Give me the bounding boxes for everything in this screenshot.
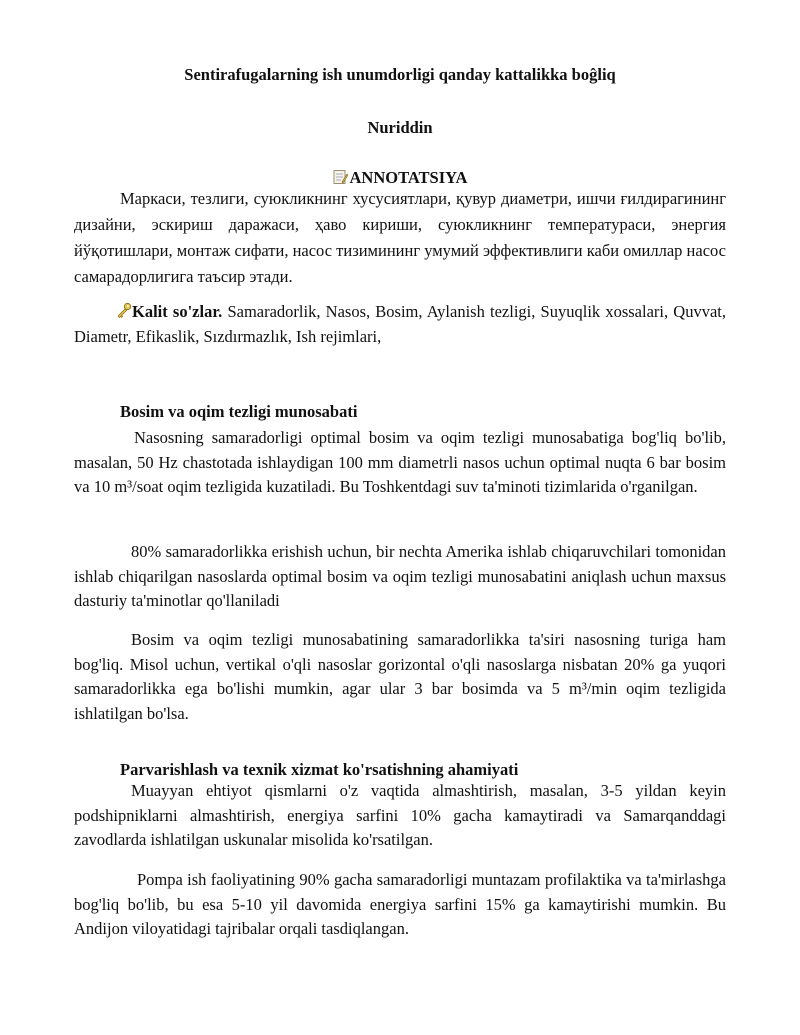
- section-paragraph: Muayyan ehtiyot qismlarni o'z vaqtida almashtirish, masalan, 3-5 yildan keyin podshipniklarni almashtirish, energiya sarfini 10% gacha kamaytiradi va Samarqanddagi zavodlarda ishlatilgan uskunalar misolida ko'rsatilgan.: [74, 781, 726, 849]
- keywords-text: Samaradorlik, Nasos, Bosim, Aylanish tezligi, Suyuqlik xossalari, Quvvat, Diametr, Efikaslik, Sızdırmazlık, Ish rejimlari,: [74, 302, 726, 346]
- annotation-text: Маркаси, тезлиги, суюкликнинг хусусиятлари, қувур диаметри, ишчи ғилдирагининг дизайни, эскириш даражаси, ҳаво кириши, суюкликнинг температураси, энергия йўқотишлари, монтаж сифати, насос тизимининг умумий эффективлиги каби омиллар насос самарадорлигига таъсир этади.: [74, 189, 727, 286]
- key-icon: [116, 302, 132, 318]
- section-paragraph: 80% samaradorlikka erishish uchun, bir nechta Amerika ishlab chiqaruvchilari tomonidan ishlab chiqarilgan nasoslarda optimal bosim va oqim tezligi munosabatini aniqlash uchun maxsus dasturiy ta'minotlar qo'llaniladi: [74, 542, 726, 610]
- memo-pencil-icon: [333, 169, 348, 185]
- document-author: Nuriddin: [367, 118, 433, 137]
- keywords-label: Kalit so'zlar.: [132, 302, 223, 321]
- keywords-paragraph: [74, 300, 726, 349]
- section-paragraph: Nasosning samaradorligi optimal bosim va oqim tezligi munosabatiga bog'liq bo'lib, masalan, 50 Hz chastotada ishlaydigan 100 mm diametrli nasos uchun optimal nuqta 6 bar bosim va 10 m³/soat oqim tezligida kuzatiladi. Bu Toshkentdagi suv ta'minoti tizimlarida o'rganilgan.: [74, 428, 726, 496]
- section-paragraph: Pompa ish faoliyatining 90% gacha samaradorligi muntazam profilaktika va ta'mirlashga bog'liq bo'lib, bu esa 5-10 yil davomida energiya sarfini 15% ga kamaytirishi mumkin. Bu Andijon viloyatidagi tajribalar orqali tasdiqlangan.: [74, 870, 726, 938]
- document-title: Sentirafugalarning ish unumdorligi qanday kattalikka boĝliq: [184, 65, 616, 84]
- section-heading: Parvarishlash va texnik xizmat ko'rsatishning ahamiyati: [120, 760, 519, 779]
- annotation-heading-text: ANNOTATSIYA: [349, 168, 468, 187]
- section-paragraph: Bosim va oqim tezligi munosabatining samaradorlikka ta'siri nasosning turiga ham bog'liq. Misol uchun, vertikal o'qli nasoslar gorizontal o'qli nasoslarga nisbatan 20% ga yuqori samaradorlikka ega bo'lishi mumkin, agar ular 3 bar bosimda va 5 m³/min oqim tezligida ishlatilgan bo'lsa.: [74, 630, 726, 723]
- section-heading: Bosim va oqim tezligi munosabati: [120, 402, 358, 421]
